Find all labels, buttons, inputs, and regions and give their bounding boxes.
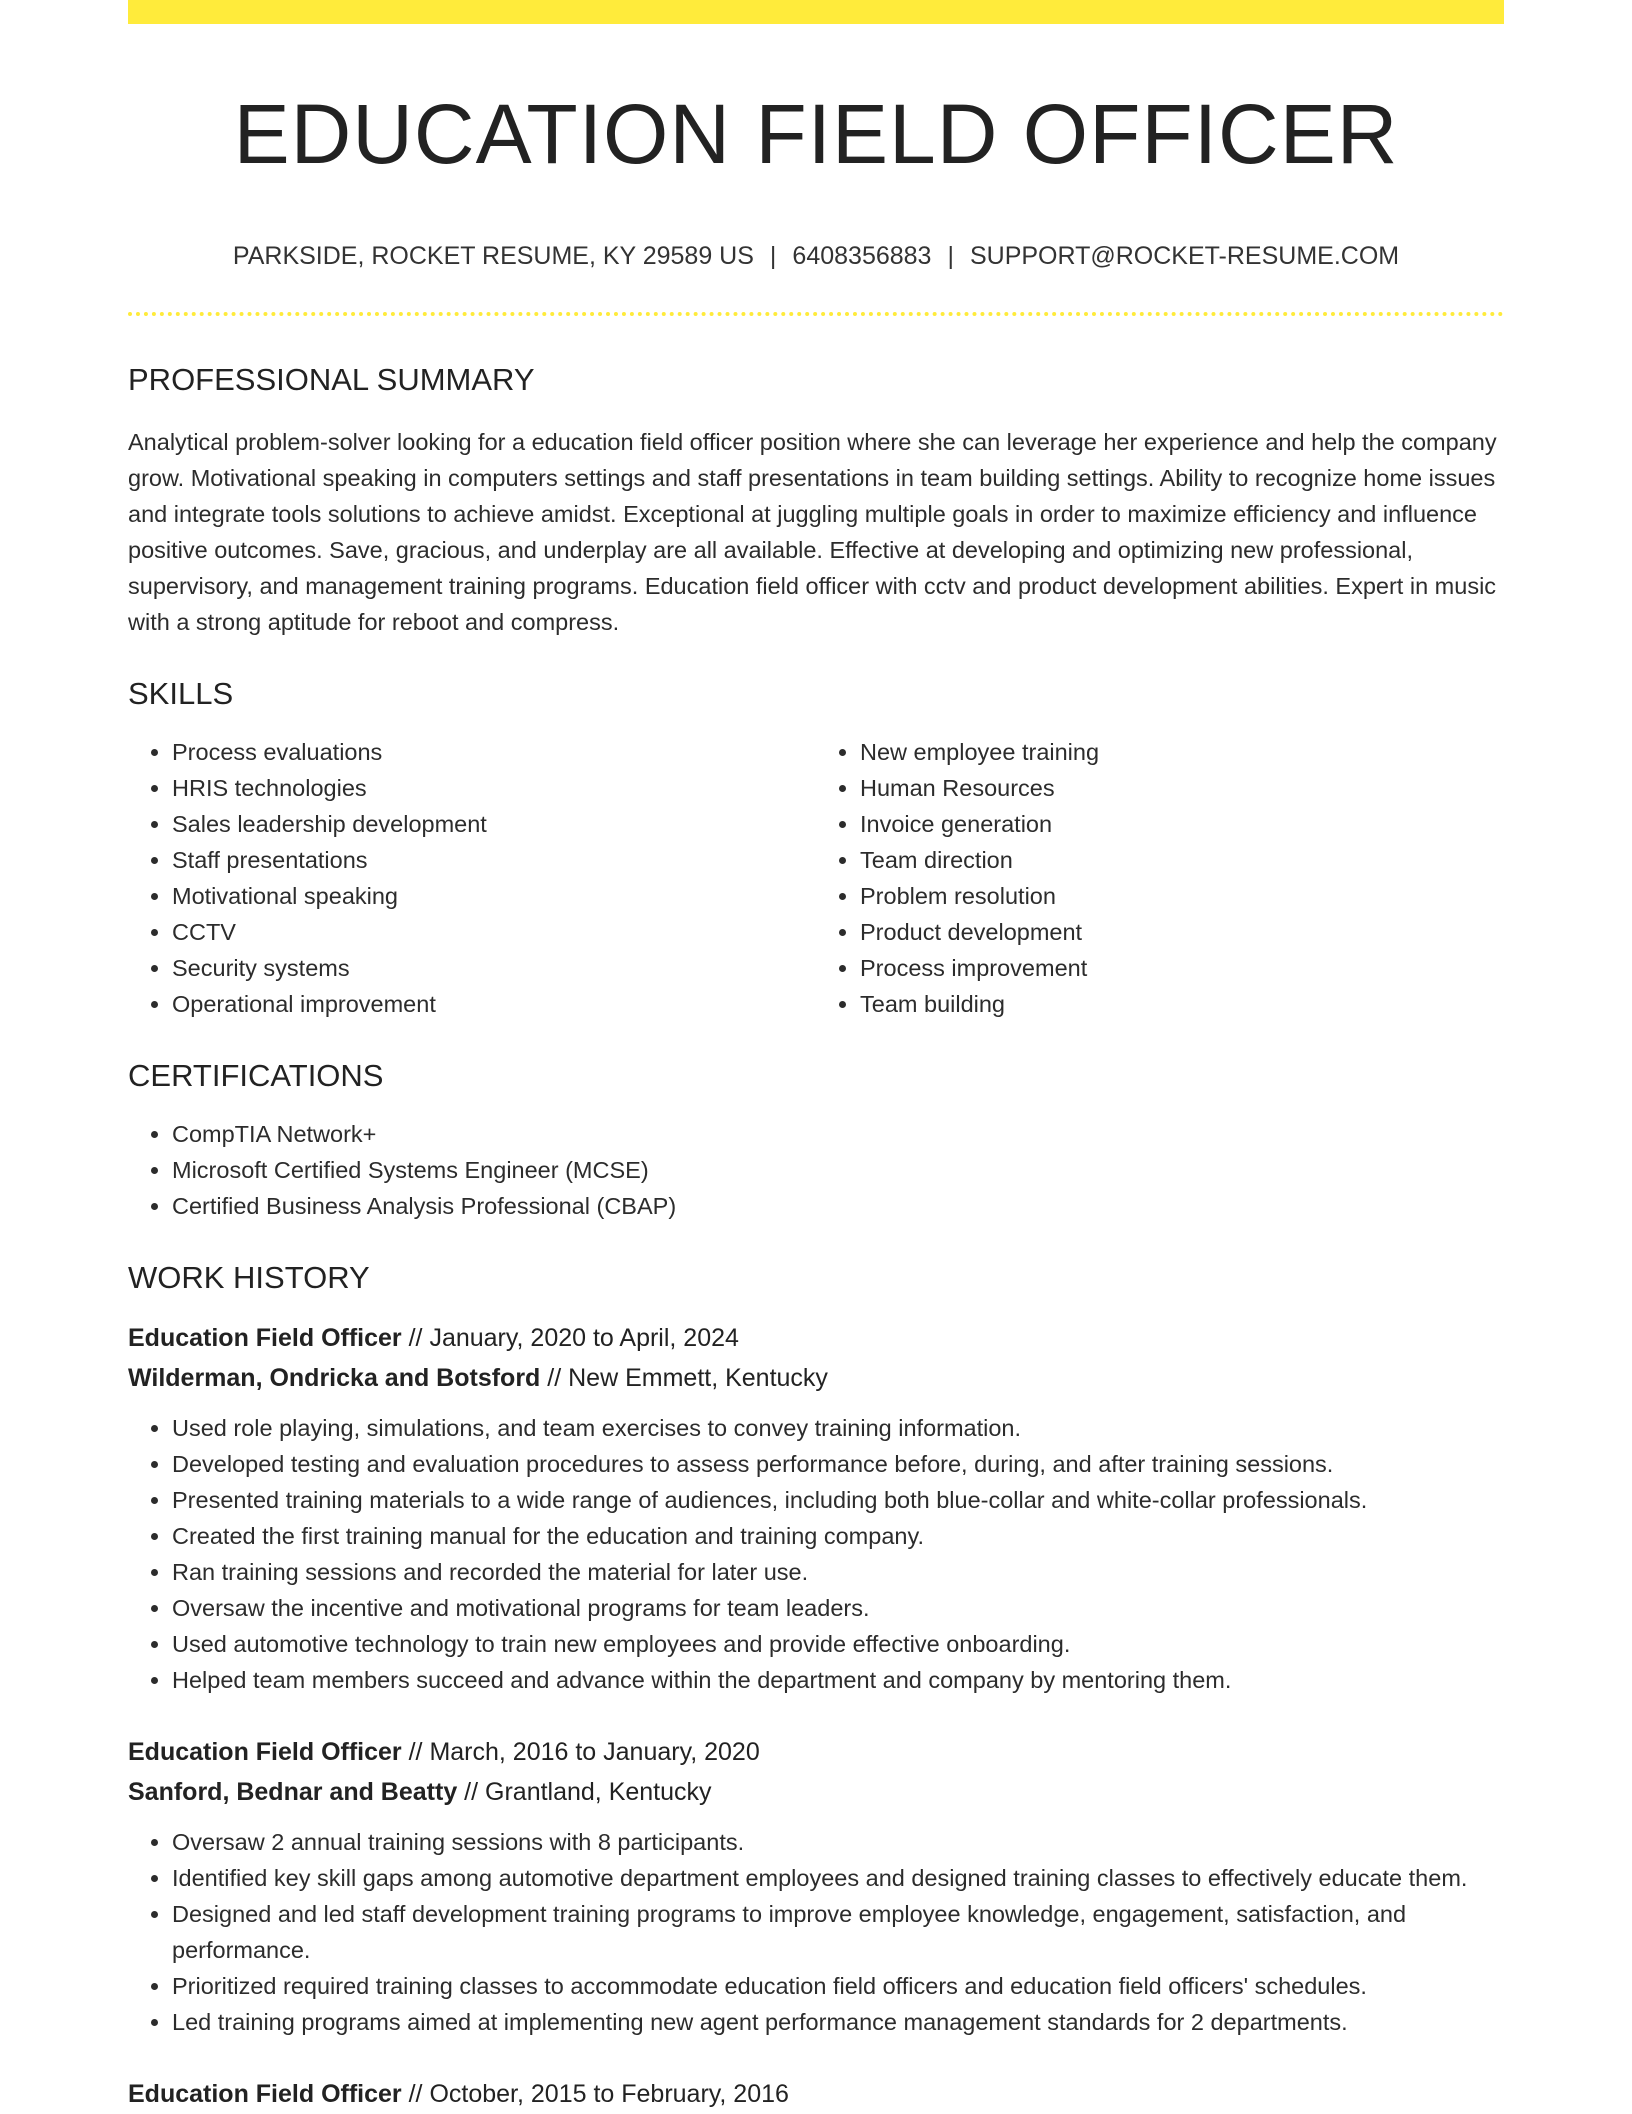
job-bullets — [128, 1410, 1504, 1698]
skill-item: • Human Resources — [860, 770, 1504, 806]
job-bullet: • Oversaw the incentive and motivational programs for team leaders. — [172, 1590, 1504, 1626]
job-entry — [128, 1732, 1504, 2040]
skill-item: • Invoice generation — [860, 806, 1504, 842]
job-title: Education Field Officer — [128, 2080, 402, 2108]
certification-item: • CompTIA Network+ — [172, 1116, 1504, 1152]
contact-line — [128, 240, 1504, 272]
job-bullet: • Prioritized required training classes to accommodate education field officers and education field officers' schedules. — [172, 1968, 1504, 2004]
job-company: Sanford, Bednar and Beatty — [128, 1778, 458, 1806]
certification-item: • Microsoft Certified Systems Engineer (MCSE) — [172, 1152, 1504, 1188]
skills-right-list — [816, 734, 1504, 1022]
skill-item: • Motivational speaking — [172, 878, 816, 914]
skill-item: • Security systems — [172, 950, 816, 986]
contact-email: SUPPORT@ROCKET-RESUME.COM — [969, 242, 1400, 270]
skill-item: • Operational improvement — [172, 986, 816, 1022]
dotted-divider — [128, 312, 1504, 316]
job-title: Education Field Officer — [128, 1738, 402, 1766]
contact-separator: | — [769, 242, 777, 270]
job-company-line — [128, 1358, 1504, 1398]
contact-separator: | — [947, 242, 954, 270]
job-bullet: • Ran training sessions and recorded the material for later use. — [172, 1554, 1504, 1590]
skill-item: • Problem resolution — [860, 878, 1504, 914]
job-bullets — [128, 1824, 1504, 2040]
skill-item: • CCTV — [172, 914, 816, 950]
resume-name: EDUCATION FIELD OFFICER — [233, 87, 1399, 181]
job-location: // Grantland, Kentucky — [457, 1778, 712, 1806]
skills-grid — [128, 734, 1504, 1022]
skill-item: • Process evaluations — [172, 734, 816, 770]
skill-item: • Process improvement — [860, 950, 1504, 986]
certifications-list — [128, 1116, 1504, 1224]
certifications-heading: CERTIFICATIONS — [128, 1058, 384, 1093]
accent-bar — [128, 0, 1504, 24]
skill-item: • New employee training — [860, 734, 1504, 770]
contact-phone: 6408356883 — [792, 242, 932, 270]
certification-item: • Certified Business Analysis Professional (CBAP) — [172, 1188, 1504, 1224]
job-title-line — [128, 1732, 1504, 1772]
job-entry — [128, 1318, 1504, 1698]
job-bullet: • Developed testing and evaluation procedures to assess performance before, during, and after training sessions. — [172, 1446, 1504, 1482]
resume-page — [128, 0, 1504, 2114]
skill-item: • Team direction — [860, 842, 1504, 878]
work-history-heading: WORK HISTORY — [128, 1260, 370, 1295]
job-bullet: • Oversaw 2 annual training sessions with 8 participants. — [172, 1824, 1504, 1860]
summary-text: Analytical problem-solver looking for a education field officer position where she can leverage her experience and help the company grow. Motivational speaking in computers settings and staff presentations in team building settings. Ability to recognize home issues and integrate tools solutions to achieve amidst. Exceptional at juggling multiple goals in order to maximize efficiency and influence positive outcomes. Save, gracious, and underplay are all available. Effective at developing and optimizing new professional, supervisory, and management training programs. Education field officer with cctv and product development abilities. Expert in music with a strong aptitude for reboot and compress. — [128, 429, 1497, 635]
summary-heading: PROFESSIONAL SUMMARY — [128, 362, 535, 397]
job-company: Wilderman, Ondricka and Botsford — [128, 1364, 541, 1392]
job-bullet: • Helped team members succeed and advance within the department and company by mentoring them. — [172, 1662, 1504, 1698]
job-bullet: • Presented training materials to a wide range of audiences, including both blue-collar and white-collar professionals. — [172, 1482, 1504, 1518]
job-dates: // March, 2016 to January, 2020 — [401, 1738, 760, 1766]
job-dates: // January, 2020 to April, 2024 — [401, 1324, 739, 1352]
job-bullet: • Identified key skill gaps among automotive department employees and designed training classes to effectively educate them. — [172, 1860, 1504, 1896]
job-location: // New Emmett, Kentucky — [540, 1364, 828, 1392]
job-title: Education Field Officer — [128, 1324, 402, 1352]
job-bullet: • Designed and led staff development training programs to improve employee knowledge, engagement, satisfaction, and performance. — [172, 1896, 1504, 1968]
skill-item: • Product development — [860, 914, 1504, 950]
skill-item: • HRIS technologies — [172, 770, 816, 806]
job-bullet: • Created the first training manual for the education and training company. — [172, 1518, 1504, 1554]
skill-item: • Team building — [860, 986, 1504, 1022]
skill-item: • Staff presentations — [172, 842, 816, 878]
job-dates: // October, 2015 to February, 2016 — [401, 2080, 789, 2108]
skills-heading: SKILLS — [128, 676, 234, 711]
job-bullet: • Used automotive technology to train new employees and provide effective onboarding. — [172, 1626, 1504, 1662]
job-company-line — [128, 1772, 1504, 1812]
job-bullet: • Led training programs aimed at implementing new agent performance management standards for 2 departments. — [172, 2004, 1504, 2040]
job-title-line — [128, 2074, 1504, 2114]
job-entry — [128, 2074, 1504, 2114]
job-title-line — [128, 1318, 1504, 1358]
skill-item: • Sales leadership development — [172, 806, 816, 842]
job-bullet: • Used role playing, simulations, and team exercises to convey training information. — [172, 1410, 1504, 1446]
contact-address: PARKSIDE, ROCKET RESUME, KY 29589 US — [232, 242, 754, 270]
skills-left-list — [128, 734, 816, 1022]
